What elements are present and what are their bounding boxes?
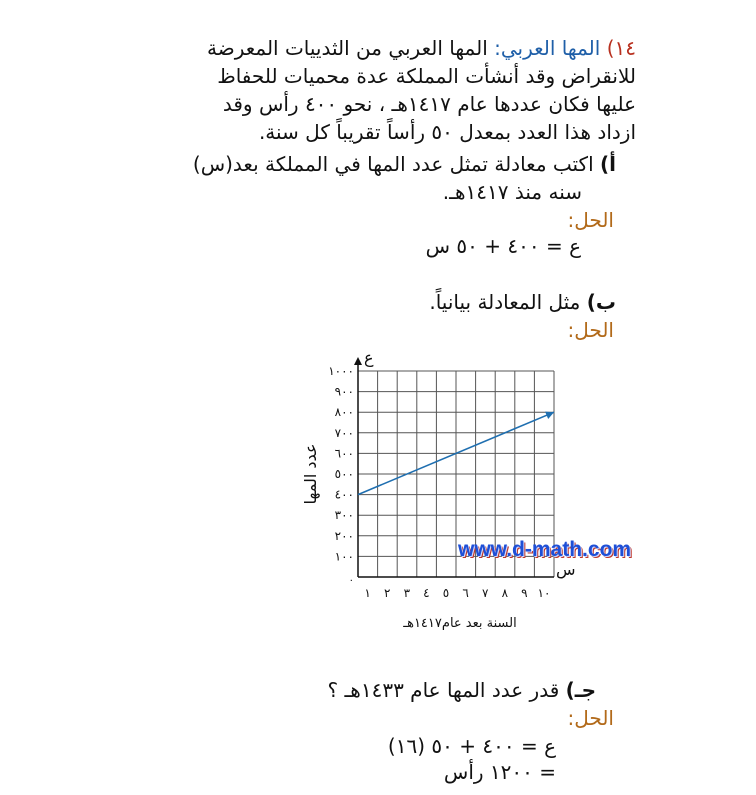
part-a-label: أ)	[600, 152, 616, 176]
x-tick-label: ٨	[501, 586, 509, 600]
problem-text-1: المها العربي من الثدييات المعرضة	[207, 36, 488, 60]
x-tick-label: ٤	[423, 586, 430, 600]
x-axis-title: السنة بعد عام١٤١٧هـ	[403, 616, 517, 631]
line-chart	[300, 345, 600, 645]
problem-topic: المها العربي:	[494, 36, 601, 60]
part-c-label: جـ)	[565, 678, 596, 702]
part-b-question	[429, 288, 616, 316]
problem-number: ١٤)	[606, 36, 636, 60]
x-tick-label: ٧	[481, 586, 489, 600]
x-axis-symbol: س	[556, 560, 576, 579]
part-a-solution-label: الحل:	[567, 208, 614, 232]
part-c-line-2: = ١٢٠٠ رأس	[443, 760, 556, 784]
part-a-question-line-1: اكتب معادلة تمثل عدد المها في المملكة بعد(س)	[192, 152, 594, 176]
part-a-equation: ع = ٤٠٠ + ٥٠ س	[425, 234, 581, 258]
x-tick-label: ٢	[383, 586, 391, 600]
part-c-solution-label: الحل:	[567, 706, 614, 730]
part-c-question-text: قدر عدد المها عام ١٤٣٣هـ ؟	[327, 678, 560, 702]
part-c-line-1: ع = ٤٠٠ + ٥٠ (١٦)	[387, 734, 556, 758]
y-tick-label: ٥٠٠	[334, 467, 354, 481]
y-tick-label: ٢٠٠	[334, 528, 354, 543]
x-tick-label: ١٠	[537, 586, 551, 600]
part-a-question	[193, 150, 616, 178]
y-tick-label: ٦٠٠	[334, 446, 354, 461]
x-tick-label: ٥	[442, 586, 450, 600]
y-tick-label: ٧٠٠	[334, 425, 354, 440]
x-tick-label: ٦	[462, 586, 469, 600]
x-tick-label: ١	[364, 586, 371, 600]
problem-line-1	[207, 34, 636, 62]
origin-label: ٠	[348, 575, 354, 586]
y-tick-label: ٤٠٠	[334, 487, 354, 502]
y-tick-label: ٨٠٠	[334, 405, 354, 420]
part-c-question	[327, 676, 596, 704]
x-tick-label: ٣	[403, 586, 411, 600]
y-tick-label: ١٠٠	[334, 549, 354, 564]
part-a-question-line-2: سنه منذ ١٤١٧هـ.	[442, 180, 582, 204]
y-tick-label: ٩٠٠	[334, 384, 354, 399]
part-b-question-text: مثل المعادلة بيانياً.	[429, 290, 581, 314]
y-axis-title: عدد المها	[301, 443, 320, 505]
problem-line-3: عليها فكان عددها عام ١٤١٧هـ ، نحو ٤٠٠ رأس وقد	[222, 92, 636, 116]
watermark-logo: www.d-math.com	[458, 538, 632, 561]
part-b-label: ب)	[586, 290, 616, 314]
part-b-solution-label: الحل:	[567, 318, 614, 342]
y-tick-label: ٣٠٠	[334, 508, 354, 523]
y-tick-label: ١٠٠٠	[328, 364, 354, 378]
y-axis-symbol: ع	[364, 348, 374, 367]
problem-line-4: ازداد هذا العدد بمعدل ٥٠ رأساً تقريباً كل سنة.	[258, 120, 636, 144]
x-tick-label: ٩	[521, 586, 528, 600]
problem-line-2: للانقراض وقد أنشأت المملكة عدة محميات للحفاظ	[217, 64, 636, 88]
y-axis-arrow	[354, 357, 362, 365]
